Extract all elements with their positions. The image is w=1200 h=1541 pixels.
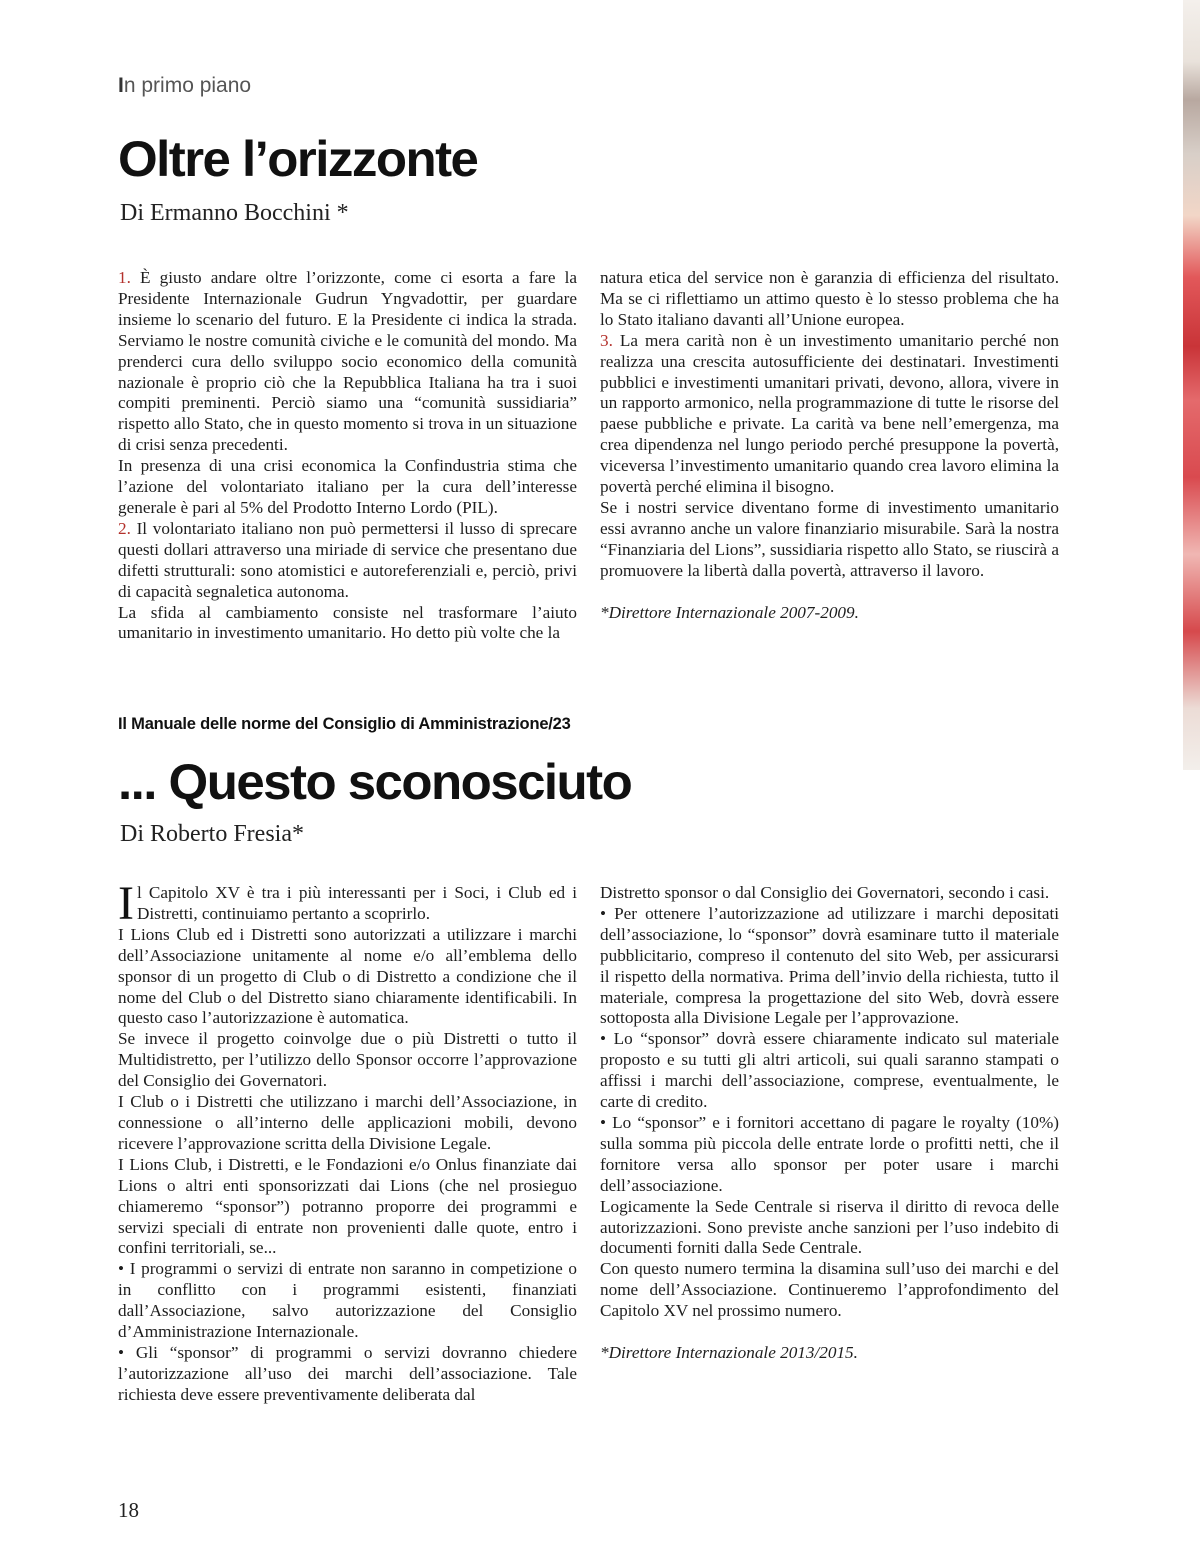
article1-column-1 [118, 268, 577, 644]
article2-column-1 [118, 877, 577, 1406]
point-number: 2. [118, 518, 131, 538]
article2-byline: Di Roberto Fresia* [120, 821, 304, 847]
article2-paragraph: Se invece il progetto coinvolge due o più Distretti o tutto il Multidistretto, per l’utilizzo dello Sponsor occorre l’approvazione del Consiglio dei Governatori. [118, 1029, 577, 1091]
paragraph-text: l Capitolo XV è tra i più interessanti per i Soci, i Club ed i Distretti, continuiamo pertanto a scoprirlo. [136, 883, 577, 923]
article2-paragraph: • Lo “sponsor” e i fornitori accettano di pagare le royalty (10%) sulla somma più piccola delle entrate lorde o profitti netti, che il fornitore versa allo sponsor per poter usare i marchi dell’associazione. [600, 1112, 1059, 1195]
article2-paragraph: Distretto sponsor o dal Consiglio dei Governatori, secondo i casi. [600, 883, 1050, 902]
paragraph-text: La mera carità non è un investimento umanitario perché non realizza una crescita autosufficiente dei destinatari. Investimenti pubblici e investimenti umanitari privati, devono, allora, vivere in un rapporto armonico, nella programmazione di tutte le risorse del paese pubbliche e private. La carità va bene nell’emergenza, ma crea dipendenza nel lungo periodo perché presuppone la povertà, viceversa l’investimento umanitario quando crea lavoro elimina la povertà perché elimina il bisogno. [600, 330, 1060, 497]
article2-paragraph [118, 877, 577, 930]
drop-cap: I [118, 877, 134, 930]
article2-paragraph: I Lions Club ed i Distretti sono autorizzati a utilizzare i marchi dell’Associazione unitamente al nome e/o all’emblema dello sponsor di un progetto di Club o di Distretto a condizione che il nome del Club o del Distretto siano chiaramente identificabili. In questo caso l’autorizzazione è automatica. [118, 924, 577, 1028]
article1-paragraph: natura etica del service non è garanzia di efficienza del risultato. Ma se ci riflettiamo un attimo questo è lo stesso problema che ha lo Stato italiano davanti all’Unione europea. [600, 268, 1059, 329]
section-label-initial: I [118, 74, 124, 97]
point-number: 1. [118, 268, 131, 287]
point-number: 3. [600, 330, 613, 350]
article2-paragraph: Logicamente la Sede Centrale si riserva il diritto di revoca delle autorizzazioni. Sono previste anche sanzioni per l’uso indebito di documenti forniti dalla Sede Centrale. [600, 1196, 1059, 1258]
section-label-text: n primo piano [123, 74, 252, 97]
paragraph-text: È giusto andare oltre l’orizzonte, come ci esorta a fare la Presidente Internazionale Gudrun Yngvadottir, per guardare insieme lo scenario del futuro. E la Presidente ci indica la strada. Serviamo le nostre comunità civiche e le comunità del mondo. Ma prenderci cura dello sviluppo socio economico della comunità nazionale è proprio ciò che la Repubblica Italiana ha tra i suoi compiti preminenti. Perciò siamo una “comunità sussidiaria” rispetto allo Stato, che in questo momento si trova in un situazione di crisi senza precedenti. [118, 268, 577, 455]
article2-paragraph: • Lo “sponsor” dovrà essere chiaramente indicato sul materiale proposto e su tutti gli altri articoli, sui quali saranno stampati o affissi i marchi dell’associazione, comprese, eventualmente, le carte di credito. [600, 1029, 1059, 1112]
author-note: *Direttore Internazionale 2007-2009. [600, 602, 859, 622]
article1-paragraph: Se i nostri service diventano forme di investimento umanitario essi avranno anche un valore finanziario misurabile. Sarà la nostra “Finanziaria del Lions”, sussidiaria rispetto allo Stato, se riuscirà a promuovere la libertà dalla povertà, attraverso il lavoro. [600, 497, 1059, 580]
article2-paragraph: • I programmi o servizi di entrate non saranno in competizione o in conflitto con i programmi esistenti, finanziati dall’Associazione, salvo autorizzazione del Consiglio d’Amministrazione Internazionale. [118, 1259, 577, 1342]
section-label [118, 74, 251, 98]
article2-paragraph: I Lions Club, i Distretti, e le Fondazioni e/o Onlus finanziate dai Lions o altri enti sponsorizzati dai Lions (che nel prosieguo chiameremo “sponsor”) potranno proporre dei programmi e servizi speciali di entrate non provenienti dalle quote, entro i confini territoriali, se... [118, 1154, 577, 1258]
article2-paragraph: I Club o i Distretti che utilizzano i marchi dell’Associazione, in connessione o all’interno delle applicazioni mobili, devono ricevere l’approvazione scritta della Divisione Legale. [118, 1092, 577, 1153]
article2-title: ... Questo sconosciuto [118, 754, 632, 810]
article1-byline: Di Ermanno Bocchini * [120, 200, 349, 226]
paragraph-text: Il volontariato italiano non può permettersi il lusso di sprecare questi dollari attraverso una miriade di service che presentano due difetti strutturali: sono atomistici e autoreferenziali e, perciò, privi di capacità segnaletica autonoma. [118, 518, 577, 601]
article1-title: Oltre l’orizzonte [118, 131, 478, 187]
article1-paragraph [600, 331, 1059, 498]
page-number: 18 [118, 1498, 139, 1522]
article2-kicker: Il Manuale delle norme del Consiglio di Amministrazione/23 [118, 715, 571, 733]
article2-paragraph: • Per ottenere l’autorizzazione ad utilizzare i marchi depositati dell’associazione, lo “sponsor” dovrà esaminare tutto il materiale pubblicitario, compreso il contenuto del sito Web, per assicurarsi il rispetto della normativa. Prima dell’invio della richiesta, tutto il materiale, compresa la progettazione del sito Web, dovrà essere sottoposta alla Divisione Legale per l’approvazione. [600, 903, 1059, 1028]
article2-paragraph: • Gli “sponsor” di programmi o servizi dovranno chiedere l’autorizzazione all’uso dei marchi dell’associazione. Tale richiesta deve essere preventivamente deliberata dal [118, 1342, 577, 1404]
article1-paragraph [118, 519, 577, 603]
article1-column-2 [600, 268, 1059, 624]
article1-paragraph: In presenza di una crisi economica la Confindustria stima che l’azione del volontariato italiano per la cura dell’interesse generale è pari al 5% del Prodotto Interno Lordo (PIL). [118, 456, 577, 517]
article2-paragraph: Con questo numero termina la disamina sull’uso dei marchi e del nome dell’Associazione. Continueremo l’approfondimento del Capitolo XV nel prossimo numero. [600, 1259, 1059, 1321]
article2-column-2 [600, 883, 1059, 1364]
author-note: *Direttore Internazionale 2013/2015. [600, 1343, 858, 1363]
article1-paragraph [118, 268, 577, 456]
article1-paragraph: La sfida al cambiamento consiste nel trasformare l’aiuto umanitario in investimento umanitario. Ho detto più volte che la [118, 602, 577, 643]
edge-photo-strip [1183, 0, 1200, 770]
